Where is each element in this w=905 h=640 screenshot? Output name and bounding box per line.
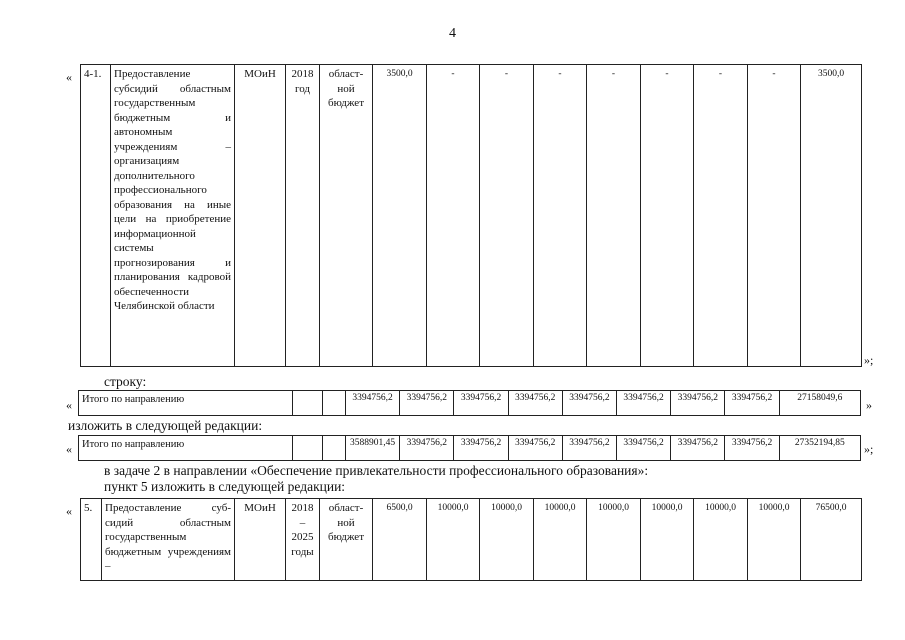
value-cell: 3394756,2 [617,391,671,416]
value-cell: - [427,65,480,367]
value-cell: 3394756,2 [562,391,616,416]
value-cell: 3394756,2 [725,391,779,416]
value-cell: - [534,65,587,367]
empty-cell [292,391,322,416]
value-cell: - [748,65,801,367]
close-quote: »; [864,353,874,367]
value-cell: 10000,0 [694,499,748,581]
value-cell: 3394756,2 [454,391,508,416]
close-quote: »; [864,442,874,456]
value-cell: 3394756,2 [725,436,779,461]
itogo-label: Итого по направлению [79,436,293,461]
row-description: Предоставление суб-сидий областным государственным бюджетным учреждениям – [102,499,235,581]
text-zadacha: в задаче 2 в направлении «Обеспечение привлекательности профессионального образования»: [104,463,649,478]
value-cell: 3394756,2 [454,436,508,461]
open-quote: « [66,442,72,456]
row-number: 5. [81,499,102,581]
row-year: 2018 год [286,65,320,367]
row-number: 4-1. [81,65,111,367]
row-source: област-ной бюджет [320,65,373,367]
value-cell: 3394756,2 [562,436,616,461]
text-izlozhit: изложить в следующей редакции: [68,418,263,433]
value-cell: 10000,0 [534,499,587,581]
itogo-label: Итого по направлению [79,391,293,416]
row-source: област-ной бюджет [320,499,373,581]
row-4-1-table [80,64,862,367]
value-cell: 3394756,2 [508,436,562,461]
close-quote: » [866,398,872,412]
value-cell: 3394756,2 [671,391,725,416]
total-cell: 27352194,85 [779,436,860,461]
row-org: МОиН [235,65,286,367]
itogo-old-table [78,390,861,416]
value-cell: - [641,65,694,367]
total-cell: 27158049,6 [779,391,860,416]
open-quote: « [66,504,72,518]
empty-cell [322,436,345,461]
value-cell: 10000,0 [480,499,534,581]
row-description: Предоставление субсидий областным государственным бюджетным и автономным учреждениям – организациям дополнительного профессионального образования на иные цели на приобретение информационной системы прогнозирования и планирования кадровой обеспеченности Челябинской области [111,65,235,367]
value-cell: 10000,0 [427,499,480,581]
empty-cell [292,436,322,461]
value-cell: - [587,65,641,367]
value-cell: 3500,0 [373,65,427,367]
total-cell: 3500,0 [801,65,862,367]
value-cell: 3394756,2 [400,391,454,416]
text-stroku: строку: [104,374,147,389]
open-quote: « [66,70,72,84]
itogo-new-table [78,435,861,461]
value-cell: 3394756,2 [508,391,562,416]
row-year: 2018 – 2025 годы [286,499,320,581]
row-org: МОиН [235,499,286,581]
page-number: 4 [449,26,456,41]
value-cell: - [694,65,748,367]
value-cell: 3588901,45 [346,436,400,461]
empty-cell [322,391,345,416]
value-cell: 10000,0 [587,499,641,581]
row-5-table [80,498,862,581]
value-cell: 10000,0 [748,499,801,581]
value-cell: 3394756,2 [400,436,454,461]
value-cell: 3394756,2 [671,436,725,461]
value-cell: 3394756,2 [346,391,400,416]
total-cell: 76500,0 [801,499,862,581]
value-cell: 10000,0 [641,499,694,581]
open-quote: « [66,398,72,412]
value-cell: - [480,65,534,367]
text-punkt: пункт 5 изложить в следующей редакции: [104,479,346,494]
value-cell: 3394756,2 [617,436,671,461]
value-cell: 6500,0 [373,499,427,581]
